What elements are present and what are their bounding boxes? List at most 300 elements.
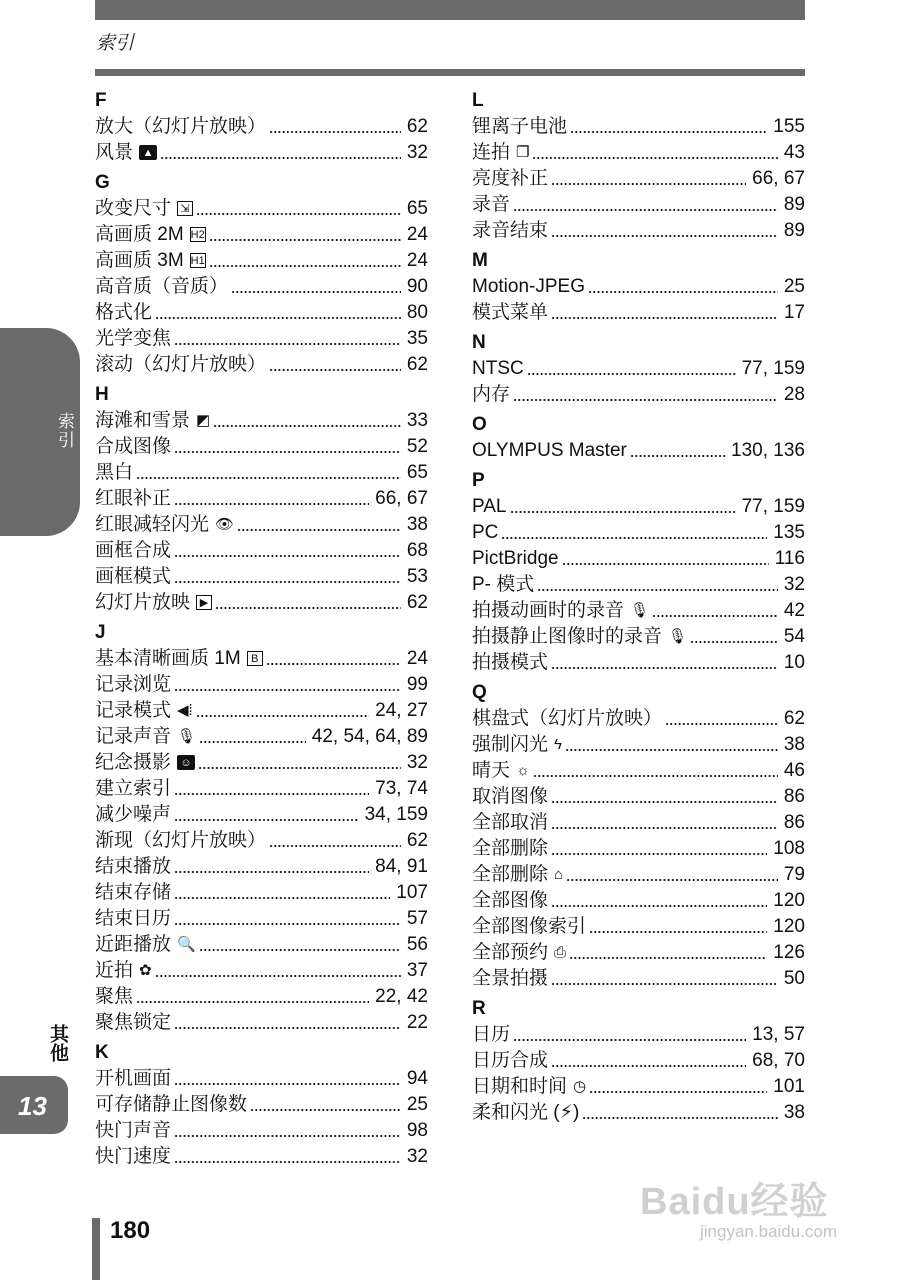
index-entry[interactable]	[95, 750, 428, 776]
index-section	[472, 996, 805, 1126]
entry-page-ref[interactable]: 65	[406, 198, 428, 219]
dot-leader	[551, 235, 778, 237]
page-header-title: 索引	[96, 33, 135, 54]
entry-term-text: 近拍	[95, 960, 134, 981]
dot-leader	[174, 1135, 401, 1137]
index-entry[interactable]	[95, 1092, 428, 1118]
entry-page-ref[interactable]: 22, 42	[375, 986, 428, 1007]
dot-leader	[196, 715, 369, 717]
index-entry[interactable]	[472, 218, 805, 244]
section-letter: L	[472, 90, 484, 111]
dot-leader	[174, 1027, 401, 1029]
entry-page-ref[interactable]: 108	[773, 838, 805, 859]
page-number: 180	[110, 1217, 151, 1244]
entry-page-ref[interactable]: 57	[406, 908, 428, 929]
index-entry[interactable]	[472, 520, 805, 546]
index-entry[interactable]	[95, 222, 428, 248]
entry-page-ref[interactable]: 43	[783, 142, 805, 163]
entry-term-text: 取消图像	[472, 786, 549, 807]
index-entry[interactable]	[95, 408, 428, 434]
entry-term	[472, 1100, 579, 1126]
entry-term-text: 日历合成	[472, 1050, 549, 1071]
entry-term-text: 内存	[472, 384, 511, 405]
entry-page-ref[interactable]: 33	[406, 410, 428, 431]
dot-leader	[582, 1117, 778, 1119]
entry-term-text: 拍摄动画时的录音	[472, 600, 625, 621]
dot-leader	[589, 1091, 767, 1093]
entry-term	[95, 196, 193, 222]
entry-term	[472, 836, 548, 862]
entry-term	[472, 1022, 510, 1048]
entry-page-ref[interactable]: 80	[406, 302, 428, 323]
entry-term-text: 格式化	[95, 302, 153, 323]
entry-page-ref[interactable]: 50	[783, 968, 805, 989]
index-entry[interactable]	[95, 114, 428, 140]
entry-term-text: 晴天	[472, 760, 511, 781]
dot-leader	[565, 749, 778, 751]
index-entry[interactable]	[95, 274, 428, 300]
entry-term-text: 风景	[95, 142, 134, 163]
index-entry[interactable]	[95, 698, 428, 724]
entry-page-ref[interactable]: 79	[783, 864, 805, 885]
resize-icon: ⇲	[177, 201, 193, 216]
index-entry[interactable]	[472, 650, 805, 676]
entry-page-ref[interactable]: 98	[406, 1120, 428, 1141]
entry-term-text: 光学变焦	[95, 328, 172, 349]
index-entry[interactable]	[472, 546, 805, 572]
dot-leader	[527, 373, 736, 375]
index-entry[interactable]	[472, 888, 805, 914]
section-letter: N	[472, 332, 486, 353]
index-entry[interactable]	[95, 906, 428, 932]
entry-term	[472, 940, 566, 966]
entry-term	[95, 460, 133, 486]
entry-term	[472, 546, 559, 572]
index-entry[interactable]	[95, 140, 428, 166]
dot-leader	[551, 801, 778, 803]
entry-page-ref[interactable]: 25	[406, 1094, 428, 1115]
index-entry[interactable]	[95, 724, 428, 750]
entry-term	[95, 352, 266, 378]
index-entry[interactable]	[95, 672, 428, 698]
entry-page-ref[interactable]: 17	[783, 302, 805, 323]
entry-term-text: 纪念摄影	[95, 752, 172, 773]
index-entry[interactable]	[472, 784, 805, 810]
entry-term	[95, 958, 152, 984]
index-entry[interactable]	[95, 564, 428, 590]
entry-page-ref[interactable]: 107	[396, 882, 428, 903]
dot-leader	[269, 369, 401, 371]
entry-page-ref[interactable]: 35	[406, 328, 428, 349]
macro-icon: ✿	[139, 961, 152, 979]
index-entry[interactable]	[472, 438, 805, 464]
entry-term	[472, 650, 548, 676]
entry-term-text: 高音质（音质）	[95, 276, 229, 297]
index-entry[interactable]	[472, 966, 805, 992]
entry-page-ref[interactable]: 116	[774, 548, 805, 569]
entry-page-ref[interactable]: 24	[406, 250, 428, 271]
index-section	[472, 680, 805, 992]
index-entry[interactable]	[472, 382, 805, 408]
index-entry[interactable]	[472, 356, 805, 382]
index-entry[interactable]	[472, 732, 805, 758]
entry-term	[472, 758, 530, 784]
entry-page-ref[interactable]: 155	[773, 116, 805, 137]
entry-page-ref[interactable]: 28	[783, 384, 805, 405]
dot-leader	[250, 1109, 401, 1111]
entry-term	[472, 356, 524, 382]
index-entry[interactable]	[95, 196, 428, 222]
index-entry[interactable]	[95, 1144, 428, 1170]
dot-leader	[174, 689, 401, 691]
dot-leader	[269, 131, 401, 133]
entry-term	[95, 300, 152, 326]
entry-page-ref[interactable]: 38	[783, 734, 805, 755]
entry-page-ref[interactable]: 84, 91	[375, 856, 428, 877]
entry-page-ref[interactable]: 25	[783, 276, 805, 297]
entry-page-ref[interactable]: 62	[406, 592, 428, 613]
entry-term	[472, 572, 534, 598]
entry-page-ref[interactable]: 66, 67	[752, 168, 805, 189]
entry-term-text: 红眼补正	[95, 488, 172, 509]
watermark-url: jingyan.baidu.com	[700, 1222, 838, 1241]
dot-leader	[196, 213, 401, 215]
dot-leader	[513, 399, 778, 401]
index-entry[interactable]	[472, 758, 805, 784]
index-entry[interactable]	[472, 1022, 805, 1048]
index-entry[interactable]	[95, 248, 428, 274]
entry-term-text: 渐现（幻灯片放映）	[95, 830, 267, 851]
entry-page-ref[interactable]: 90	[406, 276, 428, 297]
dot-leader	[266, 663, 401, 665]
entry-term	[472, 888, 548, 914]
entry-page-ref[interactable]: 13, 57	[752, 1024, 805, 1045]
dot-leader	[533, 775, 778, 777]
entry-page-ref[interactable]: 53	[406, 566, 428, 587]
sun-icon: ☼	[516, 761, 530, 779]
dot-leader	[551, 317, 778, 319]
index-entry[interactable]	[95, 486, 428, 512]
index-section	[472, 88, 805, 244]
entry-term	[472, 274, 585, 300]
entry-page-ref[interactable]: 89	[783, 220, 805, 241]
entry-term	[95, 408, 210, 434]
record-mode-icon: ◀⁞	[177, 701, 193, 719]
index-entry[interactable]	[95, 538, 428, 564]
dot-leader	[551, 1065, 746, 1067]
section-letter: M	[472, 250, 488, 271]
entry-term	[95, 222, 206, 248]
entry-term	[95, 776, 171, 802]
index-entry[interactable]	[95, 590, 428, 616]
entry-page-ref[interactable]: 68, 70	[752, 1050, 805, 1071]
entry-page-ref[interactable]: 86	[783, 786, 805, 807]
index-section	[95, 1040, 428, 1170]
index-entry[interactable]	[95, 300, 428, 326]
entry-page-ref[interactable]: 38	[406, 514, 428, 535]
index-entry[interactable]	[95, 434, 428, 460]
section-letter: O	[472, 414, 487, 435]
entry-term-text: 结束日历	[95, 908, 172, 929]
entry-page-ref[interactable]: 62	[406, 354, 428, 375]
entry-term-text: 聚焦锁定	[95, 1012, 172, 1033]
index-entry[interactable]	[472, 494, 805, 520]
dot-leader	[231, 291, 401, 293]
entry-page-ref[interactable]: 94	[406, 1068, 428, 1089]
entry-page-ref[interactable]: 52	[406, 436, 428, 457]
entry-page-ref[interactable]: 32	[406, 752, 428, 773]
dot-leader	[589, 931, 767, 933]
entry-term	[95, 1144, 171, 1170]
entry-term	[472, 192, 510, 218]
index-section	[472, 412, 805, 464]
entry-term-text: 结束播放	[95, 856, 172, 877]
entry-term	[472, 382, 510, 408]
entry-term	[95, 486, 171, 512]
index-entry[interactable]	[95, 352, 428, 378]
index-entry[interactable]	[95, 854, 428, 880]
index-entry[interactable]	[472, 274, 805, 300]
entry-term	[95, 1118, 171, 1144]
index-column-right	[472, 88, 805, 1126]
entry-term-text: 建立索引	[95, 778, 172, 799]
index-section	[95, 88, 428, 166]
entry-page-ref[interactable]: 32	[406, 1146, 428, 1167]
entry-term	[95, 274, 228, 300]
entry-page-ref[interactable]: 135	[773, 522, 805, 543]
entry-page-ref[interactable]: 62	[406, 116, 428, 137]
entry-page-ref[interactable]: 130, 136	[731, 440, 805, 461]
entry-term-text: 全部预约	[472, 942, 549, 963]
entry-page-ref[interactable]: 89	[783, 194, 805, 215]
entry-term-text: 海滩和雪景	[95, 410, 191, 431]
entry-page-ref[interactable]: 120	[773, 890, 805, 911]
index-entry[interactable]	[95, 932, 428, 958]
dot-leader	[569, 957, 767, 959]
dot-leader	[551, 853, 767, 855]
dot-leader	[215, 607, 401, 609]
dot-leader	[155, 317, 401, 319]
index-entry[interactable]	[472, 572, 805, 598]
entry-page-ref[interactable]: 77, 159	[741, 496, 805, 517]
index-entry[interactable]	[95, 512, 428, 538]
index-entry[interactable]	[472, 598, 805, 624]
entry-term	[472, 520, 498, 546]
entry-term-text: 日期和时间	[472, 1076, 568, 1097]
entry-term	[95, 434, 171, 460]
dot-leader	[551, 905, 767, 907]
entry-term-text: 黑白	[95, 462, 134, 483]
index-entry[interactable]	[472, 1074, 805, 1100]
dot-leader	[174, 793, 369, 795]
entry-page-ref[interactable]: 38	[783, 1102, 805, 1123]
dot-leader	[174, 555, 401, 557]
dot-leader	[237, 529, 401, 531]
dot-leader	[174, 1161, 401, 1163]
entry-term	[95, 984, 133, 1010]
entry-term-text: 改变尺寸	[95, 198, 172, 219]
entry-term	[95, 880, 171, 906]
entry-term	[95, 854, 171, 880]
entry-term	[95, 538, 171, 564]
entry-term	[472, 810, 548, 836]
index-entry[interactable]	[472, 940, 805, 966]
side-tab-index-label: 索引	[55, 412, 74, 450]
landscape-icon: ▲	[139, 145, 157, 160]
entry-term-text: OLYMPUS Master	[472, 440, 627, 461]
entry-term-text: 棋盘式（幻灯片放映）	[472, 708, 663, 729]
index-entry[interactable]	[95, 460, 428, 486]
entry-page-ref[interactable]: 34, 159	[364, 804, 428, 825]
dot-leader	[174, 1083, 401, 1085]
dot-leader	[690, 641, 778, 643]
entry-page-ref[interactable]: 77, 159	[741, 358, 805, 379]
entry-page-ref[interactable]: 66, 67	[375, 488, 428, 509]
index-entry[interactable]	[472, 624, 805, 650]
sequential-icon: ❐	[516, 143, 530, 161]
index-entry[interactable]	[95, 646, 428, 672]
entry-term	[95, 724, 196, 750]
entry-term-text: 模式菜单	[472, 302, 549, 323]
index-entry[interactable]	[95, 828, 428, 854]
mic-icon: 🎙	[668, 627, 688, 645]
header-rule	[95, 69, 805, 76]
entry-page-ref[interactable]: 10	[783, 652, 805, 673]
chapter-number: 13	[18, 1091, 47, 1121]
section-letter: P	[472, 470, 485, 491]
entry-term	[95, 802, 171, 828]
entry-page-ref[interactable]: 62	[406, 830, 428, 851]
entry-page-ref[interactable]: 73, 74	[375, 778, 428, 799]
entry-page-ref[interactable]: 120	[773, 916, 805, 937]
dot-leader	[174, 871, 369, 873]
entry-term-text: PictBridge	[472, 548, 559, 569]
dot-leader	[174, 343, 401, 345]
entry-page-ref[interactable]: 46	[783, 760, 805, 781]
dot-leader	[588, 291, 778, 293]
entry-term-text: 记录声音	[95, 726, 172, 747]
dot-leader	[209, 265, 401, 267]
dot-leader	[136, 477, 401, 479]
dot-leader	[630, 455, 725, 457]
dot-leader	[213, 425, 401, 427]
index-entry[interactable]	[472, 300, 805, 326]
entry-term	[95, 248, 206, 274]
entry-term	[95, 1010, 171, 1036]
entry-page-ref[interactable]: 32	[406, 142, 428, 163]
entry-page-ref[interactable]: 126	[773, 942, 805, 963]
entry-page-ref[interactable]: 62	[783, 708, 805, 729]
entry-term-text: 开机画面	[95, 1068, 172, 1089]
entry-page-ref[interactable]: 32	[783, 574, 805, 595]
dot-leader	[160, 157, 401, 159]
index-entry[interactable]	[95, 1010, 428, 1036]
index-entry[interactable]	[472, 836, 805, 862]
entry-page-ref[interactable]: 68	[406, 540, 428, 561]
entry-term-text: 近距播放	[95, 934, 172, 955]
dot-leader	[174, 451, 401, 453]
entry-page-ref[interactable]: 42	[783, 600, 805, 621]
entry-page-ref[interactable]: 86	[783, 812, 805, 833]
entry-term-text: PAL	[472, 496, 507, 517]
dot-leader	[174, 503, 369, 505]
index-entry[interactable]	[472, 114, 805, 140]
entry-term	[472, 494, 507, 520]
index-entry[interactable]	[472, 914, 805, 940]
print-order-icon: ⎙	[554, 943, 567, 961]
entry-term-text: 聚焦	[95, 986, 134, 1007]
entry-page-ref[interactable]: 65	[406, 462, 428, 483]
entry-page-ref[interactable]: 24	[406, 648, 428, 669]
index-entry[interactable]	[472, 706, 805, 732]
index-entry[interactable]	[95, 958, 428, 984]
entry-term-text: Motion-JPEG	[472, 276, 585, 297]
entry-term	[95, 140, 157, 166]
red-eye-icon: 👁	[215, 515, 235, 533]
entry-term-text: 全部图像	[472, 890, 549, 911]
entry-page-ref[interactable]: 56	[406, 934, 428, 955]
entry-term-text: 合成图像	[95, 436, 172, 457]
entry-page-ref[interactable]: 37	[406, 960, 428, 981]
entry-term	[95, 512, 234, 538]
entry-page-ref[interactable]: 24, 27	[375, 700, 428, 721]
index-entry[interactable]	[472, 810, 805, 836]
header-top-bar	[95, 0, 805, 20]
dot-leader	[513, 1039, 746, 1041]
entry-page-ref[interactable]: 99	[406, 674, 428, 695]
entry-page-ref[interactable]: 22	[406, 1012, 428, 1033]
index-entry[interactable]	[472, 1048, 805, 1074]
index-section	[472, 330, 805, 408]
entry-term-text: 幻灯片放映	[95, 592, 191, 613]
index-entry[interactable]	[95, 1066, 428, 1092]
section-letter: K	[95, 1042, 109, 1063]
entry-term	[95, 906, 171, 932]
dot-leader	[198, 767, 401, 769]
index-entry[interactable]	[95, 880, 428, 906]
entry-term-text: 高画质 3M	[95, 250, 184, 271]
entry-term	[95, 1066, 171, 1092]
index-entry[interactable]	[95, 776, 428, 802]
index-entry[interactable]	[472, 862, 805, 888]
entry-term	[95, 828, 266, 854]
index-entry[interactable]	[95, 1118, 428, 1144]
entry-term	[472, 140, 529, 166]
index-entry[interactable]	[472, 1100, 805, 1126]
dot-leader	[566, 879, 778, 881]
entry-term-text: 减少噪声	[95, 804, 172, 825]
dot-leader	[665, 723, 778, 725]
index-section	[95, 170, 428, 378]
entry-term-text: 全部删除	[472, 864, 549, 885]
index-entry[interactable]	[472, 166, 805, 192]
entry-page-ref[interactable]: 54	[783, 626, 805, 647]
index-entry[interactable]	[95, 802, 428, 828]
entry-page-ref[interactable]: 42, 54, 64, 89	[311, 726, 428, 747]
dot-leader	[513, 209, 778, 211]
dot-leader	[570, 131, 767, 133]
index-entry[interactable]	[95, 326, 428, 352]
index-entry[interactable]	[472, 192, 805, 218]
entry-page-ref[interactable]: 101	[773, 1076, 805, 1097]
index-entry[interactable]	[95, 984, 428, 1010]
entry-term-text: 日历	[472, 1024, 511, 1045]
entry-page-ref[interactable]: 24	[406, 224, 428, 245]
entry-term-text: PC	[472, 522, 499, 543]
index-entry[interactable]	[472, 140, 805, 166]
entry-term	[95, 698, 193, 724]
entry-term	[472, 114, 567, 140]
